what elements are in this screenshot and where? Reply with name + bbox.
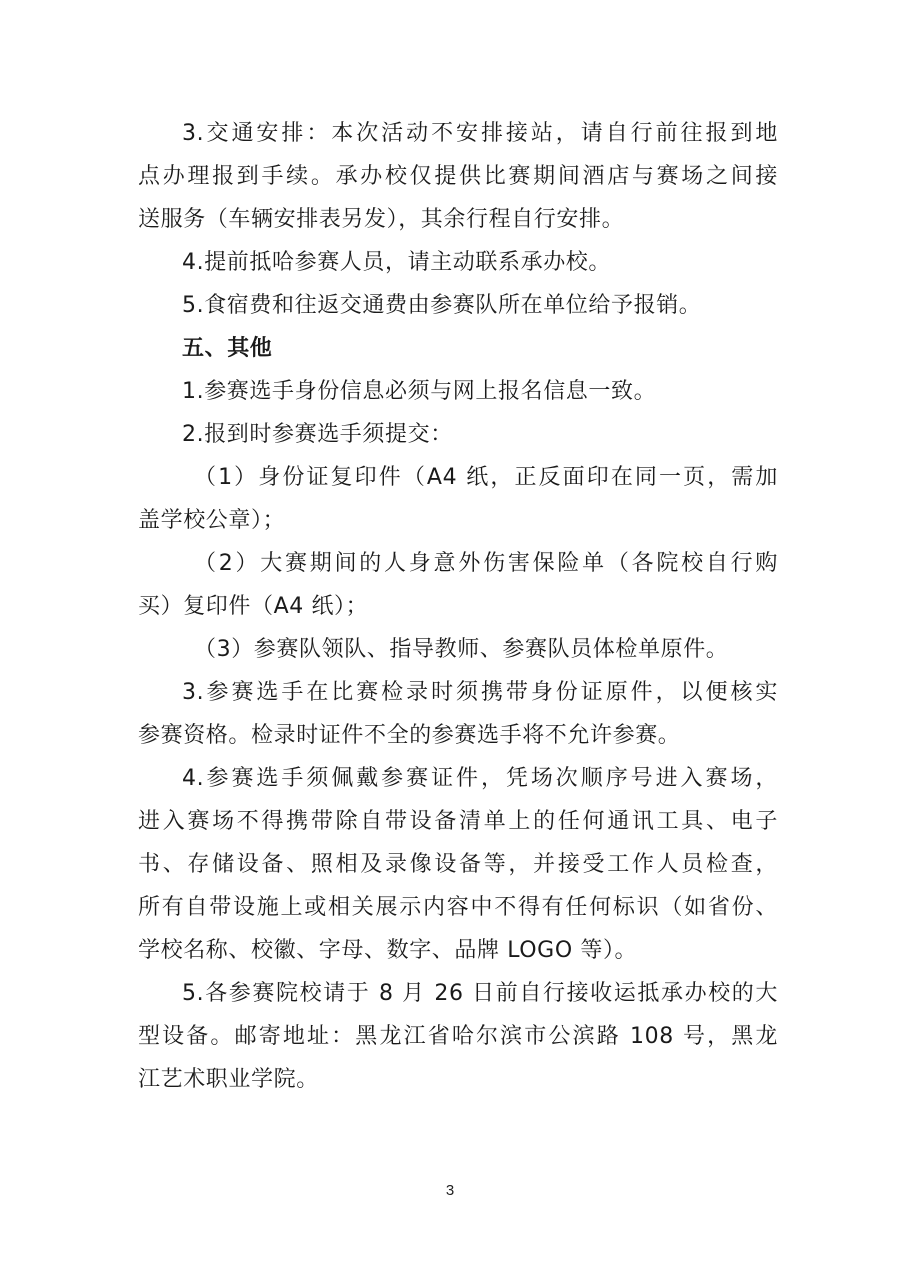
- paragraph-identity-info: 1.参赛选手身份信息必须与网上报名信息一致。: [182, 379, 657, 404]
- paragraph-venue-rules-line-3: 书、存储设备、照相及录像设备等，并接受工作人员检查，: [138, 852, 778, 877]
- list-item-id-copy-line-2: 盖学校公章）；: [138, 508, 286, 533]
- page-number: 3: [445, 1182, 455, 1199]
- list-item-insurance-line-1: （2）大赛期间的人身意外伤害保险单（各院校自行购: [194, 551, 778, 576]
- list-item-health-check: （3）参赛队领队、指导教师、参赛队员体检单原件。: [194, 637, 729, 662]
- paragraph-equipment-line-3: 江艺术职业学院。: [138, 1067, 319, 1092]
- paragraph-transport-line-2: 点办理报到手续。承办校仅提供比赛期间酒店与赛场之间接: [138, 164, 778, 189]
- paragraph-venue-rules-line-4: 所有自带设施上或相关展示内容中不得有任何标识（如省份、: [138, 895, 778, 920]
- paragraph-submit-docs: 2.报到时参赛选手须提交：: [182, 422, 453, 447]
- list-item-insurance-line-2: 买）复印件（A4 纸）；: [138, 594, 369, 619]
- paragraph-equipment-line-1: 5.各参赛院校请于 8 月 26 日前自行接收运抵承办校的大: [182, 981, 778, 1006]
- section-heading-other: 五、其他: [182, 336, 273, 361]
- list-item-id-copy-line-1: （1）身份证复印件（A4 纸，正反面印在同一页，需加: [194, 465, 778, 490]
- paragraph-early-arrival: 4.提前抵哈参赛人员，请主动联系承办校。: [182, 250, 611, 275]
- document-body: [138, 112, 778, 1101]
- paragraph-transport-line-3: 送服务（车辆安排表另发），其余行程自行安排。: [138, 207, 625, 232]
- paragraph-venue-rules-line-2: 进入赛场不得携带除自带设备清单上的任何通讯工具、电子: [138, 809, 778, 834]
- paragraph-venue-rules-line-5: 学校名称、校徽、字母、数字、品牌 LOGO 等）。: [138, 938, 638, 963]
- paragraph-id-check-line-2: 参赛资格。检录时证件不全的参赛选手将不允许参赛。: [138, 723, 681, 748]
- paragraph-venue-rules-line-1: 4.参赛选手须佩戴参赛证件，凭场次顺序号进入赛场，: [182, 766, 778, 791]
- paragraph-expenses: 5.食宿费和往返交通费由参赛队所在单位给予报销。: [182, 293, 702, 318]
- paragraph-equipment-line-2: 型设备。邮寄地址：黑龙江省哈尔滨市公滨路 108 号，黑龙: [138, 1024, 778, 1049]
- paragraph-transport-line-1: 3.交通安排：本次活动不安排接站，请自行前往报到地: [182, 121, 778, 146]
- paragraph-id-check-line-1: 3.参赛选手在比赛检录时须携带身份证原件，以便核实: [182, 680, 778, 705]
